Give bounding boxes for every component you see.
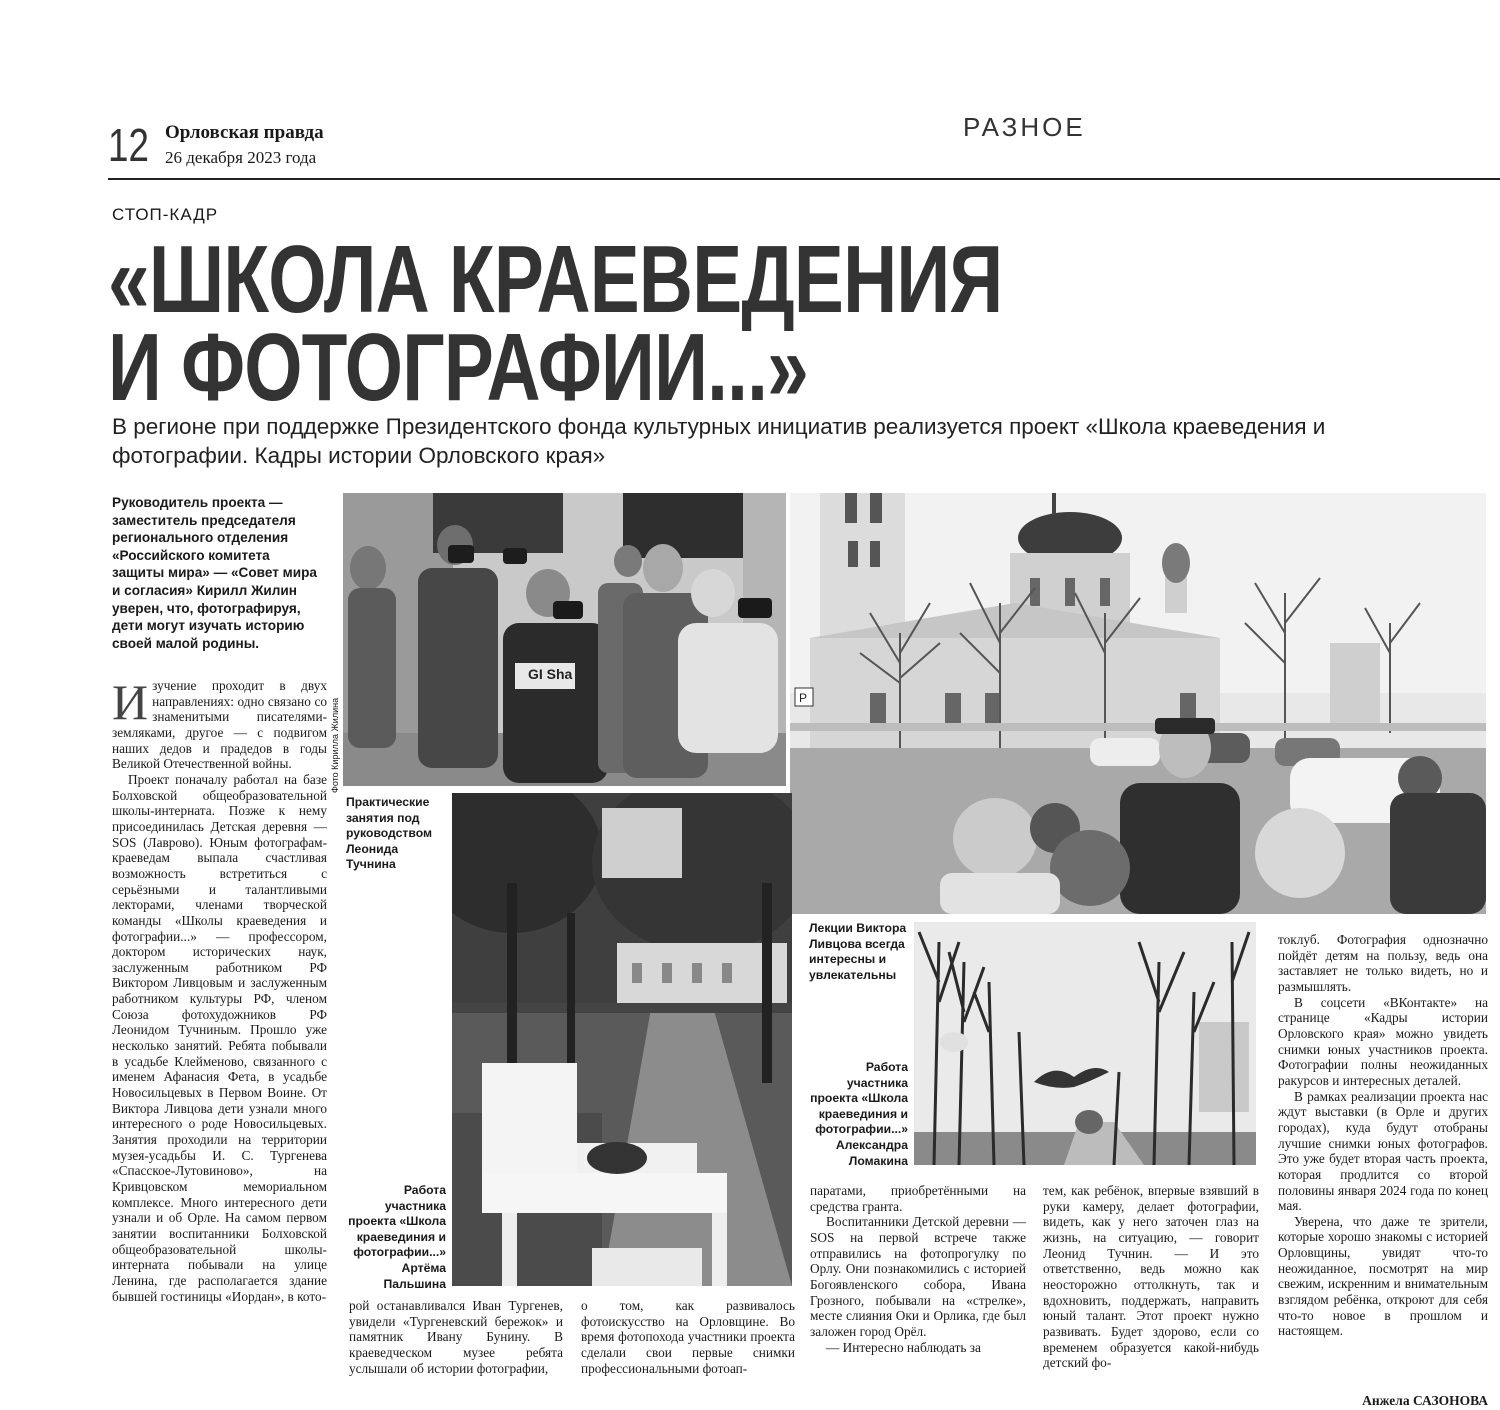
caption-practical-lessons: Практические занятия под руководством Леонида Тучнина	[346, 795, 433, 872]
page-number: 12	[108, 119, 149, 171]
section-title: РАЗНОЕ	[963, 112, 1086, 142]
photo-children-with-cameras	[343, 493, 786, 786]
caption-palshin-work: Работа участника проекта «Школа краевединия и фотографии...» Артёма Пальшина	[348, 1183, 446, 1291]
subheadline: В регионе при поддержке Президентского фонда культурных инициатив реализуется проект «Школа краеведения и фотографии. Кадры истории Орловского края»	[112, 414, 1326, 468]
column-1-paragraph-2: Проект поначалу работал на базе Болховской общеобразовательной школы-интерната. Позже к нему присоединилась Детская деревня — SOS (Лаврово). Юным фотографам-краеведам выпала счастливая возможность встретиться с серьёзными и талантливыми лекторами, членами творческой команды «Школы краеведения и фотографии...» — профессором, доктором исторических наук, заслуженным работником РФ Виктором Ливцовым и заслуженным работником культуры РФ, членом Союза фотохудожников РФ Леонидом Тучниным. Прошло уже несколько занятий. Ребята побывали в усадьбе Клейменово, связанного с именем Афанасия Фета, в усадьбе Новосильцевых в Первом Воине. От Виктора Ливцова дети узнали много интересного о роде Новосильцевых. Занятия проходили на территории музея-усадьбы И. С. Тургенева «Спасское-Лутовиново», на Кривцовском мемориальном комплексе. Много интересного дети узнали и об Орле. На самом первом занятии воспитанники Болховской общеобразовательной школы-интерната побывали на улице Ленина, где располагается здание бывшей гостиницы «Иордан», в кото-	[112, 771, 327, 1304]
lead-paragraph: Руководитель проекта — заместитель председателя регионального отделения «Российского комитета защиты мира» — «Совет мира и согласия» Кирилл Жилин уверен, что, фотографируя, дети могут изучать историю своей малой родины.	[112, 495, 317, 651]
column-6-paragraph-3: В рамках реализации проекта нас ждут выставки (в Орле и других городах), куда будут отобраны лучшие снимки юных фотографов. Это уже будет вторая часть проекта, которая продлится со второй половины января 2024 года по конец мая.	[1278, 1088, 1488, 1214]
column-5-text: тем, как ребёнок, впервые взявший в руки камеру, делает фотографии, видеть, как у него заточен глаз на жизнь, на ситуацию, — говорит Леонид Тучнин. — И это ответственно, ведь можно как неосторожно оттолкнуть, так и вдохновить, поддержать, направить юный талант. Этот проект нужно развивать. Будет здорово, если со временем образуется какой-нибудь детский фо-	[1043, 1183, 1259, 1371]
photo-alley-bird	[914, 922, 1256, 1165]
column-1-paragraph-1	[112, 674, 327, 772]
issue-date: 26 декабря 2023 года	[165, 148, 317, 167]
rubric: СТОП-КАДР	[112, 205, 219, 224]
headline-line-1: «ШКОЛА КРАЕВЕДЕНИЯ	[108, 226, 1003, 333]
column-1-paragraph-1-text: зучение проходит в двух направлениях: одно связано со знаменитыми писателями-земляками, другое — с подвигом наших дедов и прадедов в годы Великой Отечественной войны.	[112, 678, 327, 772]
article-column-6	[1278, 932, 1488, 1339]
column-4-paragraph-2: Воспитанники Детской деревни — SOS на первой встрече также отправились на фотопрогулку по Орлу. Они познакомились с историей Богоявленского собора, Ивана Грозного, побывали на «стрелке», месте слияния Оки и Орлика, где был заложен город Орёл.	[810, 1214, 1026, 1339]
article-column-4	[810, 1183, 1026, 1355]
newspaper-name: Орловская правда	[165, 122, 324, 143]
column-4-paragraph-3: — Интересно наблюдать за	[826, 1339, 981, 1355]
column-6-paragraph-2: В соцсети «ВКонтакте» на странице «Кадры истории Орловского края» можно увидеть снимки юных участников проекта. Фотографии полны неожиданных ракурсов и интересных деталей.	[1278, 994, 1488, 1088]
caption-lomakin-work: Работа участника проекта «Школа краевединия и фотографии...» Александра Ломакина	[810, 1060, 908, 1168]
column-2-text: рой останавливался Иван Тургенев, увидели «Тургеневский бережок» и памятник Ивану Бунину. В краеведческом музее ребята услышали об истории фотографии,	[349, 1298, 563, 1376]
column-4-paragraph-1: паратами, приобретёнными на средства гранта.	[810, 1183, 1026, 1214]
photo-park-bench	[452, 793, 792, 1286]
column-6-paragraph-1: токлуб. Фотография однозначно пойдёт детям на пользу, ведь она заставляет не только видеть, но и размышлять.	[1278, 932, 1488, 994]
headline-line-2: И ФОТОГРАФИИ...»	[108, 314, 809, 421]
header-divider	[108, 178, 1500, 180]
author-signature: Анжела САЗОНОВА	[1362, 1393, 1488, 1408]
article-column-2	[349, 1298, 563, 1376]
column-6-paragraph-4: Уверена, что даже те зрители, которые хорошо знакомы с историей Орловщины, увидят что-то неожиданное, посмотрят на мир свежим, искренним и внимательным взглядом ребёнка, откроют для себя что-то новое в прошлом и настоящем.	[1278, 1213, 1488, 1339]
photo-credit-text: Фото Кирилла Жилина	[330, 697, 340, 793]
photo-cathedral-lecture	[790, 493, 1486, 914]
drop-cap: И	[112, 674, 149, 730]
caption-lectures: Лекции Виктора Ливцова всегда интересны и увлекательны	[809, 921, 907, 982]
column-3-text: о том, как развивалось фотоискусство на Орловщине. Во время фотопохода участники проекта сделали свои первые снимки профессиональными фотоап-	[581, 1298, 795, 1376]
article-column-1	[112, 674, 327, 1304]
tshirt-print: GI Sha	[528, 666, 573, 682]
article-column-5	[1043, 1183, 1259, 1371]
parking-sign: P	[799, 691, 808, 705]
article-column-3	[581, 1298, 795, 1376]
